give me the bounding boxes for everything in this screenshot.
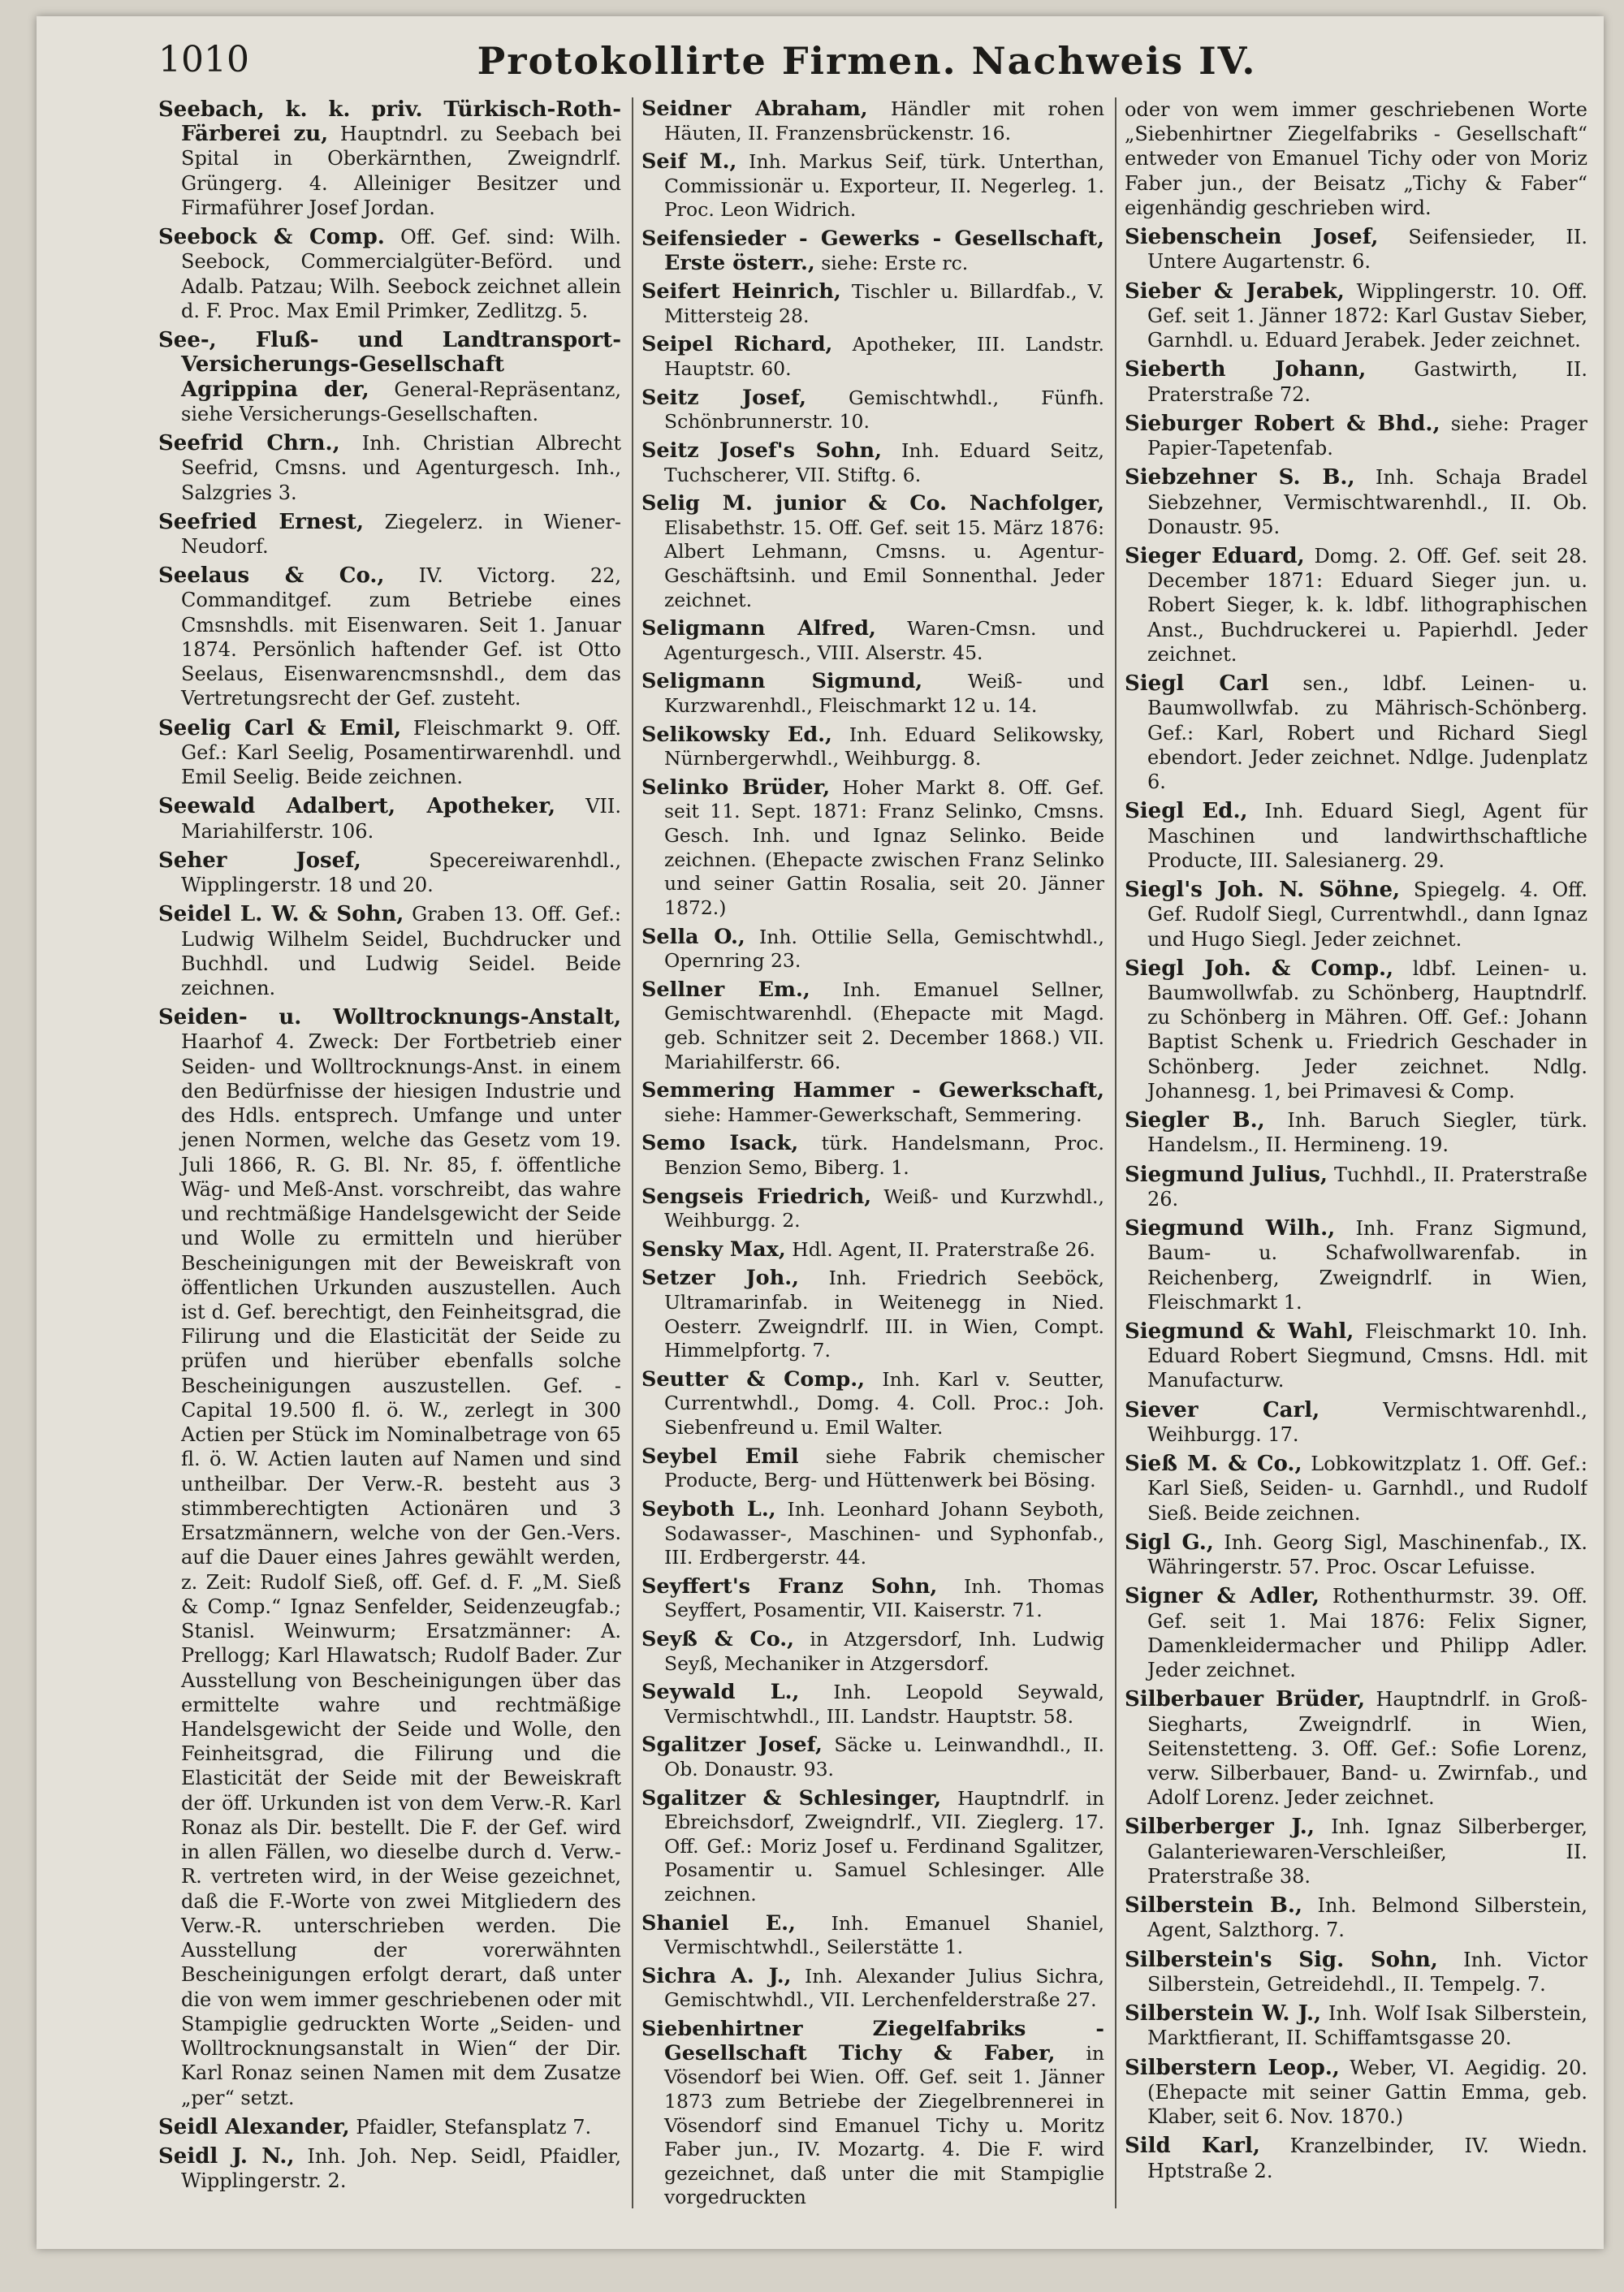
entry-text: Inh. Emanuel Shaniel, Vermischtwhdl., Seilerstätte 1. [664, 1911, 1104, 1959]
entry-text: Inh. Belmond Silberstein, Agent, Salzthorg. 7. [1147, 1894, 1587, 1942]
firm-name: Sgalitzer & Schlesinger, [641, 1785, 942, 1811]
entry-text: Waren-Cmsn. und Agenturgesch., VIII. Alserstr. 45. [664, 617, 1104, 664]
directory-entry [641, 978, 1104, 1074]
entry-text: siehe: Erste rc. [814, 251, 969, 274]
directory-entry [641, 1267, 1104, 1362]
firm-name: Seebock & Comp. [158, 225, 385, 250]
entry-text: Inh. Victor Silberstein, Getreidehdl., II. Tempelg. 7. [1147, 1948, 1587, 1996]
entry-text: Inh. Karl v. Seutter, Currentwhdl., Domg. 4. Coll. Proc.: Joh. Siebenfreund u. Emil Walter. [664, 1367, 1104, 1440]
entry-text: Säcke u. Leinwandhdl., II. Ob. Donaustr. 93. [664, 1733, 1104, 1781]
directory-entry [158, 2115, 621, 2139]
directory-entry [1125, 799, 1587, 873]
directory-entry [158, 431, 621, 505]
directory-entry [158, 328, 621, 426]
directory-entry [1125, 1163, 1587, 1211]
directory-entry [641, 926, 1104, 973]
directory-entry [641, 386, 1104, 434]
firm-name: Signer & Adler, [1125, 1584, 1320, 1609]
entry-text: Ziegelerz. in Wiener-Neudorf. [181, 510, 621, 558]
firm-name: Sellner Em., [641, 977, 810, 1002]
entry-text: Inh. Leopold Seywald, Vermischtwhdl., III. Landstr. Hauptstr. 58. [664, 1681, 1104, 1728]
entry-text: Händler mit rohen Häuten, II. Franzensbrückenstr. 16. [664, 97, 1104, 145]
firm-name: Seyboth L., [641, 1496, 776, 1522]
directory-entry [1125, 1687, 1587, 1810]
directory-entry [1125, 1584, 1587, 1682]
entry-text: siehe: Prager Papier-Tapetenfab. [1147, 412, 1587, 460]
firm-name: Sgalitzer Josef, [641, 1733, 823, 1758]
entry-text: Vermischtwarenhdl., Weihburgg. 17. [1147, 1398, 1587, 1446]
entry-text: Inh. Emanuel Sellner, Gemischtwarenhdl. (Ehepacte mit Magd. geb. Schnitzer seit 2. December 1868.) VII. Mariahilferstr. 66. [664, 978, 1104, 1073]
directory-entry [158, 225, 621, 323]
entry-text: in Vösendorf bei Wien. Off. Gef. seit 1. Jänner 1873 zum Betriebe der Ziegelbrennerei in Vösendorf sind Emanuel Tichy u. Moritz Faber jun., IV. Mozartg. 4. Die F. wird gezeichnet, daß unter die mit Stampiglie vorgedruckten [664, 2041, 1104, 2209]
directory-entry [641, 439, 1104, 487]
directory-entry [641, 1445, 1104, 1493]
entry-text: Inh. Baruch Siegler, türk. Handelsm., II. Hermineng. 19. [1147, 1109, 1587, 1157]
directory-entry [641, 227, 1104, 275]
firm-name: Semo Isack, [641, 1131, 799, 1156]
entry-text: Fleischmarkt 10. Inh. Eduard Robert Siegmund, Cmsns. Hdl. mit Manufacturw. [1147, 1320, 1587, 1392]
firm-name: Siegmund Julius, [1125, 1162, 1328, 1187]
entry-text: Seifensieder, II. Untere Augartenstr. 6. [1147, 226, 1587, 274]
directory-entry [158, 1005, 621, 2110]
entry-text: Pfaidler, Stefansplatz 7. [349, 2115, 592, 2139]
entry-text: Inh. Christian Albrecht Seefrid, Cmsns. und Agenturgesch. Inh., Salzgries 3. [181, 432, 621, 504]
firm-name: Selikowsky Ed., [641, 722, 832, 747]
directory-entry [641, 1628, 1104, 1676]
directory-entry [641, 1787, 1104, 1907]
entry-text: Lobkowitzplatz 1. Off. Gef.: Karl Sieß, Seiden- u. Garnhdl., und Rudolf Sieß. Beide zeichnen. [1147, 1452, 1587, 1525]
directory-entry [158, 794, 621, 843]
entry-text: Gastwirth, II. Praterstraße 72. [1147, 358, 1587, 406]
firm-name: Sensky Max, [641, 1237, 786, 1262]
firm-name: Seifensieder - Gewerks - Gesellschaft, Erste österr., [641, 227, 1104, 275]
directory-entry [1125, 97, 1587, 220]
entry-text: Inh. Georg Sigl, Maschinenfab., IX. Währingerstr. 57. Proc. Oscar Lefuisse. [1147, 1530, 1587, 1579]
firm-name: Selig M. junior & Co. Nachfolger, [641, 491, 1104, 516]
page-number: 1010 [158, 39, 249, 80]
firm-name: Seyffert's Franz Sohn, [641, 1573, 938, 1599]
entry-text: General-Repräsentanz, siehe Versicherungs-Gesellschaften. [181, 378, 621, 425]
directory-entry [641, 670, 1104, 718]
entry-text: VII. Mariahilferstr. 106. [181, 795, 621, 843]
directory-entry [1125, 1815, 1587, 1888]
entry-text: Inh. Ignaz Silberberger, Galanteriewaren-Verschleißer, II. Praterstraße 38. [1147, 1815, 1587, 1888]
firm-name: Seelaus & Co., [158, 563, 385, 589]
firm-name: Seidl Alexander, [158, 2114, 350, 2139]
firm-name: Seelig Carl & Emil, [158, 715, 402, 740]
firm-name: Silberstern Leop., [1125, 2055, 1340, 2080]
firm-name: Sild Karl, [1125, 2134, 1260, 2159]
entry-text: ldbf. Leinen- u. Baumwollwfab. zu Schönberg, Hauptndrlf. zu Schönberg in Mähren. Off. Gef.: Johann Baptist Schenk u. Friedrich Geschader in Schönberg. Jeder zeichnet. Ndlg. Johannesg. 1, bei Primavesi & Comp. [1147, 956, 1587, 1103]
column-2 [641, 97, 1104, 2225]
entry-text: Rothenthurmstr. 39. Off. Gef. seit 1. Mai 1876: Felix Signer, Damenkleidermacher und Philipp Adler. Jeder zeichnet. [1147, 1585, 1587, 1682]
directory-entry [641, 1965, 1104, 2013]
column-3 [1125, 97, 1587, 2225]
directory-entry [1125, 1108, 1587, 1157]
directory-entry [641, 2018, 1104, 2210]
directory-page [37, 16, 1604, 2249]
entry-text: Spiegelg. 4. Off. Gef. Rudolf Siegl, Currentwhdl., dann Ignaz und Hugo Siegl. Jeder zeichnet. [1147, 878, 1587, 951]
firm-name: Selinko Brüder, [641, 775, 831, 800]
firm-name: Seebach, k. k. priv. Türkisch-Roth-Färberei zu, [158, 97, 621, 147]
directory-entry [641, 280, 1104, 328]
directory-entry [1125, 1893, 1587, 1942]
firm-name: Seiden- u. Wolltrocknungs-Anstalt, [158, 1005, 621, 1030]
directory-entry [1125, 878, 1587, 952]
directory-entry [158, 902, 621, 1000]
entry-text: Inh. Joh. Nep. Seidl, Pfaidler, Wipplingerstr. 2. [181, 2144, 621, 2193]
entry-text: Inh. Friedrich Seeböck, Ultramarinfab. in Weitenegg in Nied. Oesterr. Zweigndrlf. III. in Wien, Compt. Himmelpfortg. 7. [664, 1267, 1104, 1362]
firm-name: Sieburger Robert & Bhd., [1125, 411, 1440, 436]
entry-text: Hauptndrl. zu Seebach bei Spital in Oberkärnthen, Zweigndrlf. Grüngerg. 4. Alleiniger Besitzer und Firmaführer Josef Jordan. [181, 123, 621, 219]
entry-text: Apotheker, III. Landstr. Hauptstr. 60. [664, 333, 1104, 381]
entry-text: Inh. Alexander Julius Sichra, Gemischtwhdl., VII. Lerchenfelderstraße 27. [664, 1964, 1104, 2012]
directory-entry [1125, 1319, 1587, 1393]
entry-text: Elisabethstr. 15. Off. Gef. seit 15. März 1876: Albert Lehmann, Cmsns. u. Agentur-Geschäftsinh. und Emil Sonnenthal. Jeder zeichnet. [664, 516, 1104, 611]
directory-entry [1125, 956, 1587, 1103]
directory-entry [1125, 1948, 1587, 1996]
entry-text: Weiß- und Kurzwhdl., Weihburgg. 2. [664, 1185, 1104, 1232]
entry-text: Inh. Markus Seif, türk. Unterthan, Commissionär u. Exporteur, II. Negerleg. 1. Proc. Leon Widrich. [664, 150, 1104, 222]
directory-entry [1125, 2001, 1587, 2050]
entry-text: Inh. Eduard Seitz, Tuchscherer, VII. Stiftg. 6. [664, 438, 1104, 486]
firm-name: Seyß & Co., [641, 1626, 795, 1651]
entry-text: in Atzgersdorf, Inh. Ludwig Seyß, Mechaniker in Atzgersdorf. [664, 1627, 1104, 1675]
firm-name: Seywald L., [641, 1680, 800, 1705]
directory-entry [158, 97, 621, 220]
firm-name: Seidl J. N., [158, 2143, 295, 2169]
directory-entry [641, 617, 1104, 665]
directory-entry [641, 1681, 1104, 1729]
firm-name: Siegl Joh. & Comp., [1125, 956, 1394, 981]
entry-text: Inh. Schaja Bradel Siebzehner, Vermischtwarenhdl., II. Ob. Donaustr. 95. [1147, 466, 1587, 538]
entry-text: Specereiwarenhdl., Wipplingerstr. 18 und 20. [181, 848, 621, 897]
directory-entry [1125, 1452, 1587, 1526]
directory-entry [641, 333, 1104, 381]
entry-text: Fleischmarkt 9. Off. Gef.: Karl Seelig, Posamentirwarenhdl. und Emil Seelig. Beide zeichnen. [181, 716, 621, 789]
entry-text: türk. Handelsmann, Proc. Benzion Semo, Biberg. 1. [664, 1132, 1104, 1179]
directory-entry [641, 1185, 1104, 1233]
entry-text: IV. Victorg. 22, Commanditgef. zum Betriebe eines Cmsnshdls. mit Eisenwaren. Seit 1. Januar 1874. Persönlich haftender Gef. ist Otto Seelaus, Eisenwarencmsnshdl., dem das Vertretungsrecht der Gef. zusteht. [181, 564, 621, 710]
firm-name: Seligmann Alfred, [641, 616, 876, 641]
firm-name: Siegmund Wilh., [1125, 1216, 1336, 1241]
firm-name: Siegler B., [1125, 1108, 1265, 1133]
entry-text: Tuchhdl., II. Praterstraße 26. [1147, 1163, 1587, 1211]
firm-name: Sieger Eduard, [1125, 543, 1305, 568]
directory-entry [1125, 671, 1587, 794]
directory-entry [641, 1912, 1104, 1960]
directory-entry [1125, 357, 1587, 406]
directory-entry [1125, 412, 1587, 460]
directory-entry [641, 776, 1104, 921]
page-header [158, 39, 1575, 104]
firm-name: Shaniel E., [641, 1910, 796, 1936]
firm-name: Seif M., [641, 149, 737, 175]
entry-text: Inh. Leonhard Johann Seyboth, Sodawasser-, Maschinen- und Syphonfab., III. Erdbergerstr. 44. [664, 1497, 1104, 1569]
directory-entry [641, 1238, 1104, 1263]
firm-name: Siever Carl, [1125, 1397, 1320, 1422]
directory-entry [1125, 465, 1587, 539]
firm-name: Siebzehner S. B., [1125, 465, 1355, 490]
firm-name: Seewald Adalbert, Apotheker, [158, 794, 556, 819]
entry-text: Hdl. Agent, II. Praterstraße 26. [785, 1237, 1095, 1261]
directory-entry [641, 723, 1104, 771]
firm-name: Setzer Joh., [641, 1266, 799, 1291]
entry-text: Hauptndrlf. in Groß-Siegharts, Zweigndrlf. in Wien, Seitenstetteng. 3. Off. Gef.: Sofie Lorenz, verw. Silberbauer, Band- u. Zwirnfab., und Adolf Lorenz. Jeder zeichnet. [1147, 1688, 1587, 1810]
entry-text: Inh. Thomas Seyffert, Posamentir, VII. Kaiserstr. 71. [664, 1574, 1104, 1622]
entry-text: Weber, VI. Aegidig. 20. (Ehepacte mit seiner Gattin Emma, geb. Klaber, seit 6. Nov. 1870.) [1147, 2056, 1587, 2129]
firm-name: Seipel Richard, [641, 332, 833, 357]
firm-name: Sichra A. J., [641, 1963, 792, 1988]
entry-text: Inh. Franz Sigmund, Baum- u. Schafwollwarenfab. in Reichenberg, Zweigndrlf. in Wien, Fleischmarkt 1. [1147, 1217, 1587, 1314]
directory-entry [641, 1733, 1104, 1781]
directory-entry [641, 150, 1104, 222]
directory-entry [1125, 279, 1587, 353]
firm-name: Siegl's Joh. N. Söhne, [1125, 878, 1401, 903]
directory-entry [1125, 1216, 1587, 1314]
directory-entry [1125, 2056, 1587, 2130]
firm-name: Siegmund & Wahl, [1125, 1319, 1354, 1345]
entry-text: sen., ldbf. Leinen- u. Baumwollwfab. zu Mährisch-Schönberg. Gef.: Karl, Robert und Richard Siegl ebendort. Jeder zeichnet. Ndlge. Judenplatz 6. [1147, 672, 1587, 794]
firm-name: Seitz Josef, [641, 385, 806, 410]
entry-text: oder von wem immer geschriebenen Worte „Siebenhirtner Ziegelfabriks - Gesellschaft“ entweder von Emanuel Tichy oder von Moriz Faber jun., der Beisatz „Tichy & Faber“ eigenhändig geschrieben wird. [1125, 98, 1587, 219]
firm-name: Seidel L. W. & Sohn, [158, 902, 404, 927]
firm-name: Sieberth Johann, [1125, 357, 1367, 382]
directory-entry [641, 1368, 1104, 1440]
directory-entry [641, 1575, 1104, 1623]
entry-text: Hauptndrlf. in Ebreichsdorf, Zweigndrlf., VII. Zieglerg. 17. Off. Gef.: Moriz Josef u. Ferdinand Sgalitzer, Posamentir u. Samuel Schlesinger. Alle zeichnen. [664, 1786, 1104, 1906]
firm-name: Seybel Emil [641, 1444, 799, 1469]
firm-name: Seligmann Sigmund, [641, 669, 923, 694]
firm-name: Sella O., [641, 924, 745, 949]
firm-name: Seifert Heinrich, [641, 279, 841, 304]
directory-entry [641, 1132, 1104, 1180]
column-1 [158, 97, 621, 2225]
firm-name: Sigl G., [1125, 1530, 1214, 1555]
entry-text: Inh. Eduard Selikowsky, Nürnbergerwhdl., Weihburgg. 8. [664, 723, 1104, 770]
firm-name: Sieber & Jerabek, [1125, 278, 1345, 304]
directory-entry [1125, 544, 1587, 667]
firm-name: Seitz Josef's Sohn, [641, 438, 882, 463]
firm-name: Silberbauer Brüder, [1125, 1687, 1366, 1712]
directory-entry [158, 563, 621, 710]
column-rule [1115, 97, 1116, 2208]
firm-name: Siegl Ed., [1125, 799, 1248, 824]
directory-entry [158, 716, 621, 790]
firm-name: Silberberger J., [1125, 1815, 1315, 1840]
directory-entry [158, 2144, 621, 2193]
directory-entry [1125, 2134, 1587, 2182]
firm-name: Siebenhirtner Ziegelfabriks - Gesellschaft Tichy & Faber, [641, 2017, 1104, 2065]
firm-name: Sieß M. & Co., [1125, 1452, 1302, 1477]
directory-entry [158, 848, 621, 897]
firm-name: Semmering Hammer - Gewerkschaft, [641, 1078, 1104, 1103]
entry-text: Tischler u. Billardfab., V. Mittersteig 28. [664, 280, 1104, 327]
firm-name: Silberstein's Sig. Sohn, [1125, 1947, 1438, 1972]
entry-text: Hoher Markt 8. Off. Gef. seit 11. Sept. 1871: Franz Selinko, Cmsns. Gesch. Inh. und Ignaz Selinko. Beide zeichnen. (Ehepacte zwischen Franz Selinko und seiner Gattin Rosalia, seit 20. Jänner 1872.) [664, 775, 1104, 919]
firm-name: Seefried Ernest, [158, 509, 365, 534]
directory-entry [641, 1498, 1104, 1570]
entry-text: Off. Gef. sind: Wilh. Seebock, Commercialgüter-Beförd. und Adalb. Patzau; Wilh. Seebock zeichnet allein d. F. Proc. Max Emil Primker, Zedlitzg. 5. [181, 226, 621, 322]
directory-entry [1125, 1398, 1587, 1447]
directory-entry [1125, 1530, 1587, 1579]
firm-name: Siebenschein Josef, [1125, 225, 1379, 250]
entry-text: Weiß- und Kurzwarenhdl., Fleischmarkt 12 u. 14. [664, 670, 1104, 718]
entry-text: Inh. Wolf Isak Silberstein, Marktfierant, II. Schiffamtsgasse 20. [1147, 2002, 1587, 2050]
firm-name: Siegl Carl [1125, 671, 1269, 697]
directory-entry [158, 510, 621, 559]
firm-name: Seefrid Chrn., [158, 431, 340, 456]
entry-text: Inh. Ottilie Sella, Gemischtwhdl., Opernring 23. [664, 925, 1104, 973]
firm-name: See-, Fluß- und Landtransport-Versicherungs-Gesellschaft Agrippina der, [158, 328, 621, 402]
entry-text: siehe: Hammer-Gewerkschaft, Semmering. [664, 1103, 1082, 1126]
firm-name: Seutter & Comp., [641, 1366, 865, 1392]
entry-text: Domg. 2. Off. Gef. seit 28. December 1871: Eduard Sieger jun. u. Robert Sieger, k. k. ldbf. lithographischen Anst., Buchdruckerei u. Papierhdl. Jeder zeichnet. [1147, 544, 1587, 666]
entry-text: Haarhof 4. Zweck: Der Fortbetrieb einer Seiden- und Wolltrocknungs-Anst. in einem den Bedürfnisse der hiesigen Industrie und des Hdls. entsprech. Umfange und unter jenen Normen, welche das Gesetz vom 19. Juli 1866, R. G. Bl. Nr. 85, f. öffentliche Wäg- und Meß-Anst. vorschreibt, das wahre und rechtmäßige Handelsgewicht der Seide und Wolle zu ermitteln und hierüber Bescheinigungen mit der Beweiskraft von öffentlichen Urkunden auszustellen. Auch ist d. Gef. berechtigt, den Feinheitsgrad, die Filirung und die Elasticität der Seide zu prüfen und hierüber ebenfalls solche Bescheinigungen auszustellen. Gef. - Capital 19.500 fl. ö. W., zerlegt in 300 Actien per Stück im Nominalbetrage von 65 fl. ö. W. Actien lauten auf Namen und sind untheilbar. Der Verw.-R. besteht aus 3 stimmberechtigten Actionären und 3 Ersatzmännern, welche von der Gen.-Vers. auf die Dauer eines Jahres gewählt werden, z. Zeit: Rudolf Sieß, off. Gef. d. F. „M. Sieß & Comp.“ Ignaz Senfelder, Seidenzeugfab.; Stanisl. Weinwurm; Ersatzmänner: A. Prellogg; Karl Hlawatsch; Rudolf Bader. Zur Ausstellung von Bescheinigungen über das ermittelte wahre und rechtmäßige Handelsgewicht der Seide und Wolle, den Feinheitsgrad, die Filirung und die Elasticität der Seide mit der Beweiskraft der öff. Urkunden ist von dem Verw.-R. Karl Ronaz als Dir. bestellt. Die F. der Gef. wird in allen Fällen, wo dieselbe durch d. Verw.-R. vertreten wird, in der Weise gezeichnet, daß die F.-Worte von zwei Mitgliedern des Verw.-R. unterschrieben werden. Die Ausstellung der vorerwähnten Bescheinigungen erfolgt derart, daß unter die von wem immer geschriebenen oder mit Stampiglie gedruckten Worte „Seiden- und Wolltrocknungsanstalt in Wien“ der Dir. Karl Ronaz seinen Namen mit dem Zusatze „per“ setzt. [181, 1030, 621, 2109]
directory-entry [641, 97, 1104, 145]
firm-name: Seidner Abraham, [641, 97, 868, 121]
firm-name: Sengseis Friedrich, [641, 1184, 872, 1209]
firm-name: Seher Josef, [158, 848, 361, 873]
firm-name: Silberstein B., [1125, 1893, 1302, 1919]
directory-entry [1125, 225, 1587, 274]
entry-text: siehe Fabrik chemischer Producte, Berg- und Hüttenwerk bei Bösing. [664, 1444, 1104, 1492]
directory-entry [641, 492, 1104, 612]
entry-text: Wipplingerstr. 10. Off. Gef. seit 1. Jänner 1872: Karl Gustav Sieber, Garnhdl. u. Eduard Jerabek. Jeder zeichnet. [1147, 279, 1587, 352]
directory-entry [641, 1079, 1104, 1127]
column-rule [632, 97, 633, 2208]
entry-text: Kranzelbinder, IV. Wiedn. Hptstraße 2. [1147, 2134, 1587, 2182]
entry-text: Graben 13. Off. Gef.: Ludwig Wilhelm Seidel, Buchdrucker und Buchhdl. und Ludwig Seidel. Beide zeichnen. [181, 903, 621, 999]
running-title: Protokollirte Firmen. Nachweis IV. [477, 39, 1257, 83]
firm-name: Silberstein W. J., [1125, 2001, 1322, 2027]
entry-text: Inh. Eduard Siegl, Agent für Maschinen und landwirthschaftliche Producte, III. Salesianerg. 29. [1147, 800, 1587, 872]
entry-text: Gemischtwhdl., Fünfh. Schönbrunnerstr. 10. [664, 386, 1104, 434]
